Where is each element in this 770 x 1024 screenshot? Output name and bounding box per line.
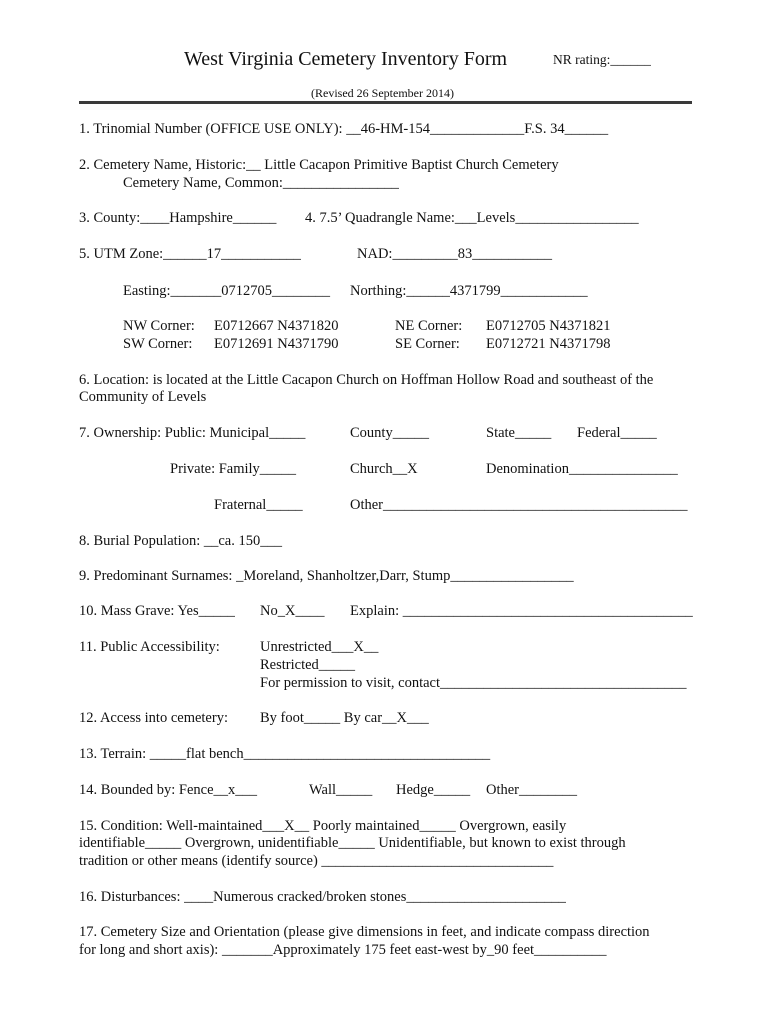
nw-corner-value: E0712667 N4371820: [214, 318, 339, 334]
nw-corner-label: NW Corner:: [123, 318, 195, 334]
ownership-county: County_____: [350, 425, 429, 441]
condition-line-3: tradition or other means (identify source) ________________________________: [79, 853, 554, 869]
ownership-fraternal: Fraternal_____: [214, 497, 303, 513]
bounded-by-fence: 14. Bounded by: Fence__x___: [79, 782, 258, 798]
terrain-field: 13. Terrain: _____flat bench__________________________________: [79, 746, 491, 762]
cemetery-size-line-1: 17. Cemetery Size and Orientation (please give dimensions in feet, and indicate compass direction: [79, 924, 650, 940]
mass-grave-no: No_X____: [260, 603, 325, 619]
se-corner-label: SE Corner:: [395, 336, 460, 352]
cemetery-name-common: Cemetery Name, Common:________________: [123, 175, 399, 191]
sw-corner-label: SW Corner:: [123, 336, 193, 352]
nad-field: NAD:_________83___________: [357, 246, 552, 262]
nr-rating: NR rating:______: [553, 52, 651, 67]
access-into-cemetery-label: 12. Access into cemetery:: [79, 710, 228, 726]
access-options: By foot_____ By car__X___: [260, 710, 429, 726]
cemetery-name-historic: 2. Cemetery Name, Historic:__ Little Cacapon Primitive Baptist Church Cemetery: [79, 157, 559, 173]
predominant-surnames: 9. Predominant Surnames: _Moreland, Shanholtzer,Darr, Stump_________________: [79, 568, 574, 584]
disturbances-field: 16. Disturbances: ____Numerous cracked/broken stones______________________: [79, 889, 566, 905]
quadrangle-field: 4. 7.5’ Quadrangle Name:___Levels_________________: [305, 210, 639, 226]
accessibility-permission-contact: For permission to visit, contact__________________________________: [260, 675, 687, 691]
bounded-by-other: Other________: [486, 782, 578, 798]
cemetery-size-line-2: for long and short axis): _______Approximately 175 feet east-west by_90 feet__________: [79, 942, 607, 958]
ne-corner-value: E0712705 N4371821: [486, 318, 611, 334]
burial-population: 8. Burial Population: __ca. 150___: [79, 533, 282, 549]
form-title: West Virginia Cemetery Inventory Form: [184, 48, 508, 70]
ownership-church: Church__X: [350, 461, 418, 477]
condition-line-2: identifiable_____ Overgrown, unidentifiable_____ Unidentifiable, but known to exist through: [79, 835, 626, 851]
condition-line-1: 15. Condition: Well-maintained___X__ Poorly maintained_____ Overgrown, easily: [79, 818, 567, 834]
easting-field: Easting:_______0712705________: [123, 283, 331, 299]
public-accessibility-label: 11. Public Accessibility:: [79, 639, 220, 655]
location-line-2: Community of Levels: [79, 389, 207, 405]
ownership-other: Other__________________________________________: [350, 497, 688, 513]
county-field: 3. County:____Hampshire______: [79, 210, 277, 226]
ownership-federal: Federal_____: [577, 425, 657, 441]
ownership-denomination: Denomination_______________: [486, 461, 678, 477]
revised-date: (Revised 26 September 2014): [311, 86, 454, 100]
ne-corner-label: NE Corner:: [395, 318, 463, 334]
accessibility-restricted: Restricted_____: [260, 657, 356, 673]
trinomial-number: 1. Trinomial Number (OFFICE USE ONLY): __46-HM-154_____________F.S. 34______: [79, 121, 609, 137]
ownership-private-family: Private: Family_____: [170, 461, 297, 477]
bounded-by-wall: Wall_____: [309, 782, 373, 798]
ownership-state: State_____: [486, 425, 552, 441]
ownership-public-municipal: 7. Ownership: Public: Municipal_____: [79, 425, 306, 441]
header-rule: [79, 101, 692, 104]
accessibility-unrestricted: Unrestricted___X__: [260, 639, 379, 655]
utm-zone-field: 5. UTM Zone:______17___________: [79, 246, 301, 262]
mass-grave-explain: Explain: ________________________________________: [350, 603, 693, 619]
se-corner-value: E0712721 N4371798: [486, 336, 611, 352]
sw-corner-value: E0712691 N4371790: [214, 336, 339, 352]
bounded-by-hedge: Hedge_____: [396, 782, 471, 798]
northing-field: Northing:______4371799____________: [350, 283, 588, 299]
mass-grave-yes: 10. Mass Grave: Yes_____: [79, 603, 235, 619]
location-line-1: 6. Location: is located at the Little Cacapon Church on Hoffman Hollow Road and southeast of the: [79, 372, 654, 388]
